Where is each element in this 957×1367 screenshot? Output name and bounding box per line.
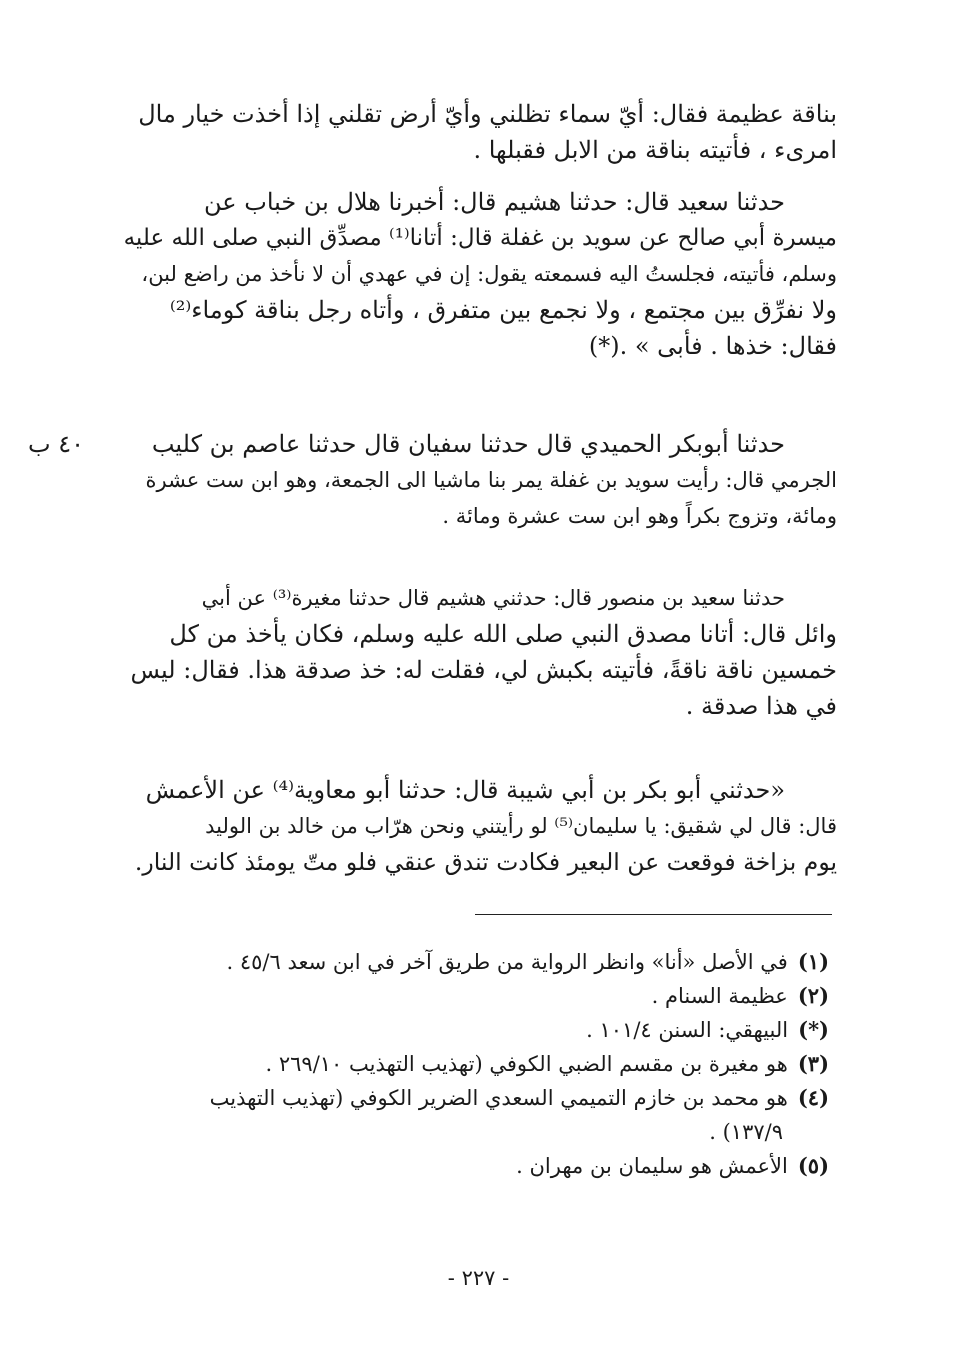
footnote-number: (*) xyxy=(798,1017,829,1042)
text-line: امرىء ، فأتيته بناقة من الابل فقبلها . xyxy=(473,136,837,164)
footnote-text: البيهقي: السنن ١٠١/٤ . xyxy=(586,1018,789,1042)
paragraph-3 xyxy=(125,426,837,534)
footnote-text: هو مغيرة بن مقسم الضبي الكوفي (تهذيب التهذيب ٢٦٩/١٠ . xyxy=(265,1052,788,1076)
paragraph-5 xyxy=(125,772,837,880)
footnote xyxy=(139,979,829,1013)
footnote xyxy=(139,1047,829,1081)
text-line: خمسين ناقة ناقةً، فأتيته بكبش لي، فقلت له: خذ صدقة هذا. فقال: ليس xyxy=(130,656,837,684)
text-line: يوم بزاخة فوقعت عن البعير فكادت تندق عنقي فلو متّ يومئذ كانت النار. xyxy=(134,848,837,876)
text-line: «حدثني أبو بكر بن أبي شيبة قال: حدثنا أبو معاوية⁽⁴⁾ عن الأعمش xyxy=(145,776,785,804)
text-line: بناقة عظيمة فقال: أيّ سماء تظلني وأيّ أرض تقلني إذا أخذت خيار مال xyxy=(138,100,837,128)
folio-marker: ٤٠ ب xyxy=(28,430,85,458)
footnote-continuation: ١٣٧/٩) . xyxy=(709,1120,783,1144)
footnote-text: في الأصل «أنا» وانظر الرواية من طريق آخر في ابن سعد ٤٥/٦ . xyxy=(226,950,788,974)
text-line: في هذا صدقة . xyxy=(685,692,837,720)
paragraph-1 xyxy=(125,96,837,168)
text-line: وائل قال: أتانا مصدق النبي صلى الله عليه وسلم، فكان يأخذ من كل xyxy=(169,620,837,648)
footnote-number: (١) xyxy=(797,949,829,974)
paragraph-2 xyxy=(125,184,837,364)
text-line: وسلم، فأتيته، فجلستُ اليه فسمعته يقول: إن في عهدي أن لا نأخذ من راضع لبن، xyxy=(141,262,837,286)
footnote-text: هو محمد بن خازم التميمي السعدي الضرير الكوفي (تهذيب التهذيب xyxy=(209,1086,788,1110)
text-line: ميسرة أبي صالح عن سويد بن غفلة قال: أتانا⁽¹⁾ مصدِّق النبي صلى الله عليه xyxy=(123,225,837,251)
footnote xyxy=(139,1013,829,1047)
text-line: حدثنا سعيد بن منصور قال: حدثني هشيم قال حدثنا مغيرة⁽³⁾ عن أبي xyxy=(201,586,785,610)
footnote xyxy=(139,945,829,979)
page-number: - ٢٢٧ - xyxy=(447,1266,510,1290)
footnote xyxy=(139,1081,829,1115)
text-line: فقال: خذها . فأبى » .(*) xyxy=(588,332,837,360)
footnote-number: (٤) xyxy=(797,1085,829,1110)
footnote-number: (٣) xyxy=(797,1051,829,1076)
footnote-text: عظيمة السنام . xyxy=(651,984,788,1008)
footnote-text: الأعمش هو سليمان بن مهران . xyxy=(516,1154,788,1178)
footnote xyxy=(139,1149,829,1183)
footnote-number: (٢) xyxy=(797,983,829,1008)
text-line: ولا نفرِّق بين مجتمع ، ولا نجمع بين متفرق ، وأتاه رجل بناقة كوماء⁽²⁾ xyxy=(169,296,837,324)
footnote-number: (٥) xyxy=(797,1153,829,1178)
text-line: قال: قال لي شقيق: يا سليمان⁽⁵⁾ لو رأيتني ونحن هرّاب من خالد بن الوليد xyxy=(205,814,837,838)
text-line: حدثنا سعيد قال: حدثنا هشيم قال: أخبرنا هلال بن خباب عن xyxy=(204,188,785,216)
text-line: الجرمي قال: رأيت سويد بن غفلة يمر بنا ماشيا الى الجمعة، وهو ابن ست عشرة xyxy=(145,468,837,492)
text-line: حدثنا أبوبكر الحميدي قال حدثنا سفيان قال حدثنا عاصم بن كليب xyxy=(151,430,785,458)
footnote-divider xyxy=(475,914,832,915)
footnotes xyxy=(139,945,829,1183)
paragraph-4 xyxy=(125,580,837,724)
text-line: ومائة، وتزوج بكراً وهو ابن ست عشرة ومائة . xyxy=(442,504,837,528)
